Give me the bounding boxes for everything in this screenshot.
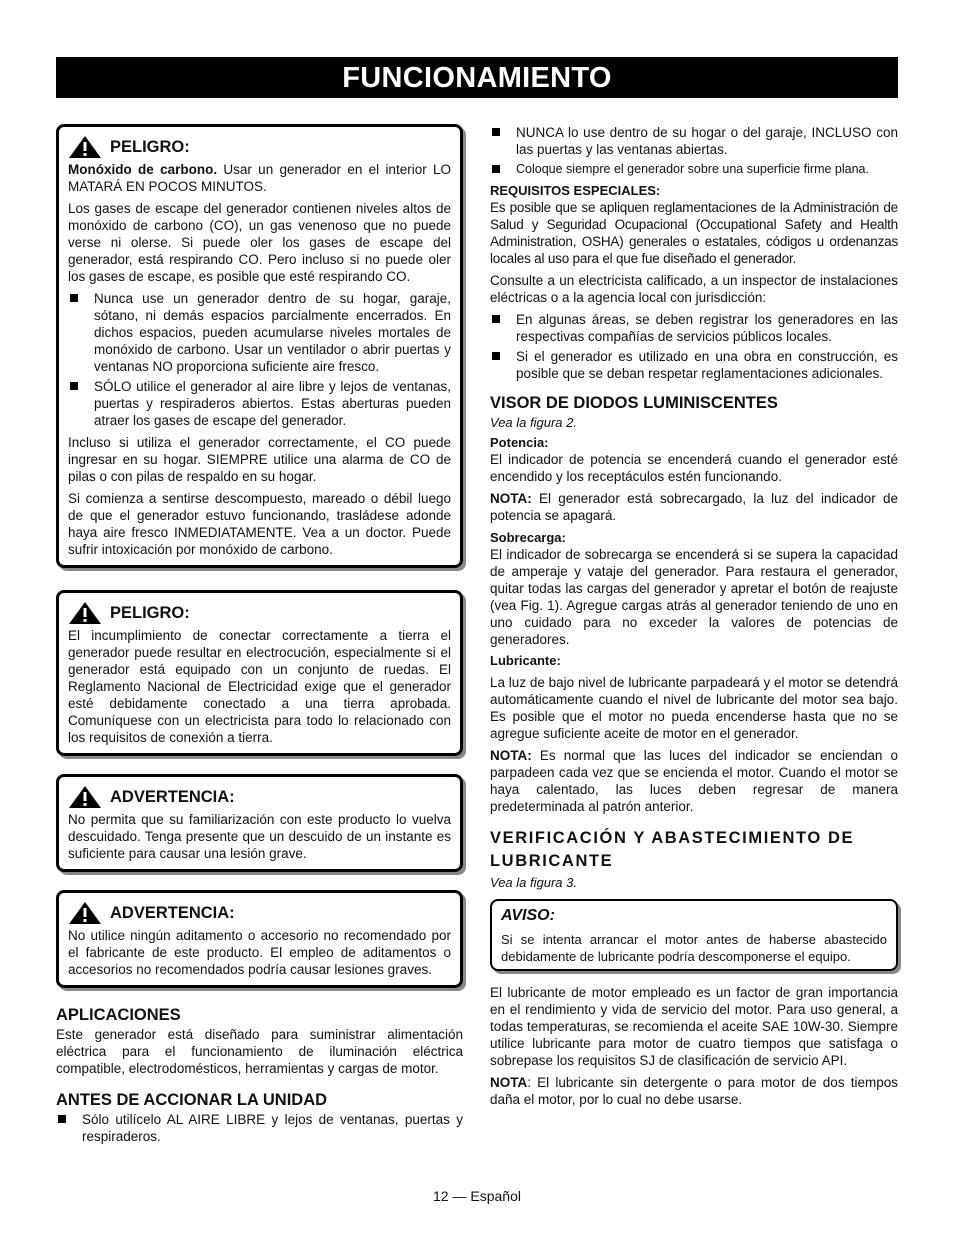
note-paragraph: NOTA: El lubricante sin detergente o para motor de dos tiempos daña el motor, por lo cual no debe usarse. — [490, 1075, 898, 1107]
list-item: Sólo utilícelo AL AIRE LIBRE y lejos de ventanas, puertas y respiraderos. — [56, 1111, 463, 1145]
warning-title: ADVERTENCIA: — [110, 787, 235, 806]
section-heading-before-operating: ANTES DE ACCIONAR LA UNIDAD — [56, 1091, 328, 1109]
note-paragraph: NOTA: El generador está sobrecargado, la luz del indicador de potencia se apagará. — [490, 491, 898, 523]
danger-paragraph: Si comienza a sentirse descompuesto, mareado o débil luego de que el generador estuvo funcionando, trasládese adonde haya aire fresco INMEDIATAMENTE. Vea a un doctor. Puede sufrir intoxicación por monóxido de carbono. — [68, 491, 451, 557]
applications-paragraph: Este generador está diseñado para suministrar alimentación eléctrica para el funcionamiento de iluminación eléctrica compatible, electrodomésticos, herramientas y cargas de motor. — [56, 1027, 463, 1076]
special-requirements-list — [490, 311, 898, 382]
oil-paragraph: El lubricante de motor empleado es un factor de gran importancia en el rendimiento y vida de servicio del motor. Para uso general, a todas temperaturas, se recomienda el aceite SAE 10W-30. Siempre utilice lubricante para motor de cuatro tiempos que satisfaga o sobrepase los requisitos SJ de clasificación de servicio API. — [490, 985, 898, 1068]
list-item: Coloque siempre el generador sobre una superficie firme plana. — [490, 161, 898, 178]
warning-triangle-icon — [68, 135, 102, 159]
notice-title: AVISO: — [501, 907, 555, 924]
special-requirements-heading: REQUISITOS ESPECIALES: — [490, 183, 661, 198]
power-paragraph: El indicador de potencia se encenderá cuando el generador esté encendido y los receptáculos estén funcionando. — [490, 452, 898, 484]
top-bullet-list — [490, 124, 898, 178]
page-footer: 12 — Español — [433, 1188, 521, 1204]
overload-paragraph: El indicador de sobrecarga se encenderá si se supera la capacidad de amperaje y vataje del generador. Para restaura el generador, quitar todas las cargas del generador y apretar el botón de reajuste (vea Fig. 1). Agregue cargas atrás al generador teniendo de uno en uno cuidado para no exceder la valores de potencias de generadores. — [490, 547, 898, 647]
note-paragraph: NOTA: Es normal que las luces del indicador se enciendan o parpadeen cada vez que se encienda el motor. Cuando el motor se haya calentado, las luces deben regresar de manera predeterminada al patrón anterior. — [490, 748, 898, 814]
warning-box-familiarity — [56, 774, 463, 872]
list-item: Si el generador es utilizado en una obra en construcción, es posible que se deban respetar reglamentaciones adicionales. — [490, 348, 898, 382]
overload-label: Sobrecarga: — [490, 530, 566, 545]
list-item: Nunca use un generador dentro de su hogar, garaje, sótano, ni demás espacios parcialmente encerrados. En dichos espacios, pueden acumularse niveles mortales de monóxido de carbono. Usar un ventilador o abrir puertas y ventanas NO proporciona suficiente aire fresco. — [68, 290, 451, 375]
section-heading-led-display: VISOR DE DIODOS LUMINISCENTES — [490, 394, 778, 412]
danger-paragraph: El incumplimiento de conectar correctamente a tierra el generador puede resultar en electrocución, especialmente si el generador está equipado con un conjunto de ruedas. El Reglamento Nacional de Electricidad exige que el generador esté debidamente conectado a una tierra aprobada. Comuníquese con un electricista para todo lo relacionado con los requisitos de conexión a tierra. — [68, 628, 451, 745]
left-column — [56, 124, 463, 1150]
section-heading-oil-check: VERIFICACIÓN Y ABASTECIMIENTO DE LUBRICANTE — [490, 829, 855, 870]
list-item: En algunas áreas, se deben registrar los generadores en las respectivas compañías de servicios públicos locales. — [490, 311, 898, 345]
special-requirements-paragraph: Es posible que se apliquen reglamentaciones de la Administración de Salud y Seguridad Ocupacional (Occupational Safety and Health Administration, OSHA) generales o estatales, códigos u ordenanzas locales al uso para el que fue diseñado el generador. — [490, 200, 898, 266]
see-figure-note: Vea la figura 3. — [490, 875, 577, 890]
lubricant-paragraph: La luz de bajo nivel de lubricante parpadeará y el motor se detendrá automáticamente cuando el nivel de lubricante del motor sea bajo. Es posible que el motor no pueda encenderse hasta que no se agregue suficiente aceite de motor en el generador. — [490, 675, 898, 741]
danger-box-grounding — [56, 590, 463, 756]
see-figure-note: Vea la figura 2. — [490, 415, 577, 430]
danger-title: PELIGRO: — [110, 603, 190, 622]
danger-bullet-list — [68, 290, 451, 429]
page-title: FUNCIONAMIENTO — [56, 57, 898, 98]
warning-triangle-icon — [68, 901, 102, 925]
warning-paragraph: No permita que su familiarización con este producto lo vuelva descuidado. Tenga presente que un descuido de un instante es suficiente para causar una lesión grave. — [68, 812, 451, 861]
notice-box — [490, 899, 898, 971]
warning-triangle-icon — [68, 601, 102, 625]
section-heading-applications: APLICACIONES — [56, 1006, 181, 1024]
warning-paragraph: No utilice ningún aditamento o accesorio no recomendado por el fabricante de este producto. El empleo de aditamentos o accesorios no recomendados podría causar lesiones graves. — [68, 928, 451, 977]
danger-paragraph: Incluso si utiliza el generador correctamente, el CO puede ingresar en su hogar. SIEMPRE utilice una alarma de CO de pilas o con pilas de respaldo en su hogar. — [68, 435, 451, 484]
warning-box-accessories — [56, 890, 463, 988]
danger-box-carbon-monoxide — [56, 124, 463, 568]
special-requirements-paragraph: Consulte a un electricista calificado, a un inspector de instalaciones eléctricas o a la agencia local con jurisdicción: — [490, 273, 898, 305]
notice-paragraph: Si se intenta arrancar el motor antes de haberse abastecido debidamente de lubricante podría descomponerse el equipo. — [501, 932, 887, 964]
lubricant-label: Lubricante: — [490, 653, 561, 668]
right-column — [490, 124, 898, 1113]
danger-title: PELIGRO: — [110, 137, 190, 156]
warning-title: ADVERTENCIA: — [110, 903, 235, 922]
list-item: SÓLO utilice el generador al aire libre y lejos de ventanas, puertas y respiraderos abiertos. Estas aberturas pueden atraer los gases de escape del generador. — [68, 378, 451, 429]
power-label: Potencia: — [490, 435, 549, 450]
before-bullet-list — [56, 1111, 463, 1145]
danger-lead: Monóxido de carbono. Usar un generador en el interior LO MATARÁ EN POCOS MINUTOS. — [68, 162, 452, 194]
warning-triangle-icon — [68, 785, 102, 809]
list-item: NUNCA lo use dentro de su hogar o del garaje, INCLUSO con las puertas y las ventanas abiertas. — [490, 124, 898, 158]
danger-paragraph: Los gases de escape del generador contienen niveles altos de monóxido de carbono (CO), un gas venenoso que no puede verse ni olerse. Si puede oler los gases de escape del generador, está respirando CO. Pero incluso si no puede oler los gases de escape, es posible que esté respirando CO. — [68, 201, 451, 284]
